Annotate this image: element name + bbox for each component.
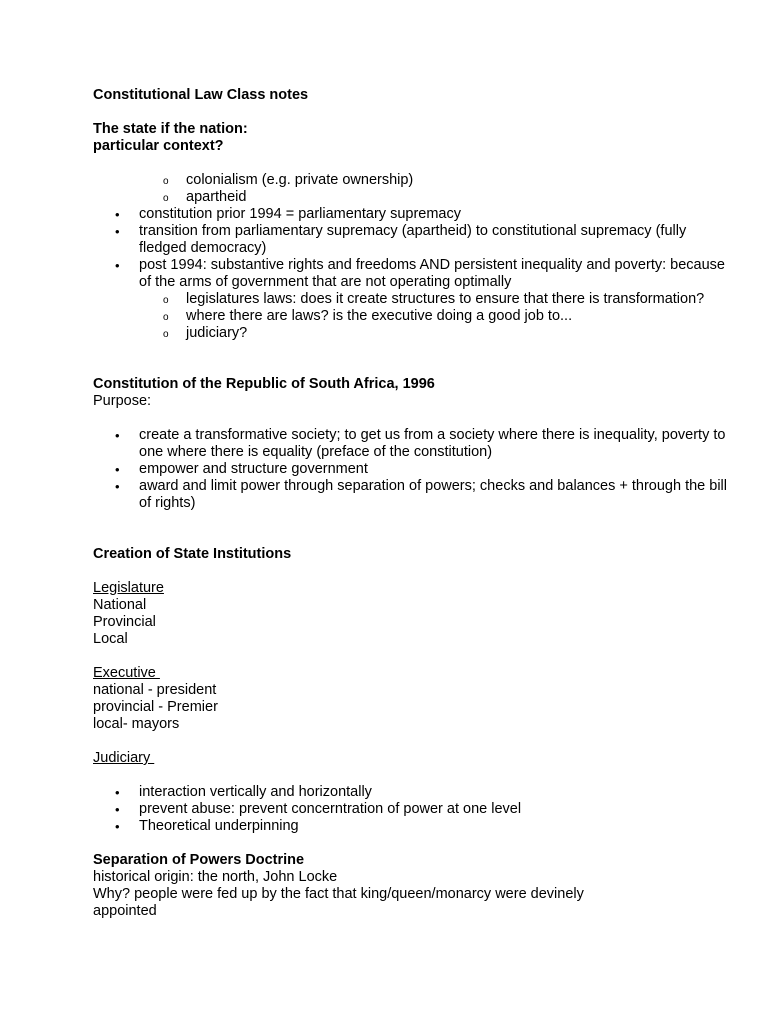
bullet-list (93, 784, 733, 835)
body-line: Why? people were fed up by the fact that king/queen/monarcy were devinely appointed (93, 886, 584, 919)
legislature-item: Provincial (93, 614, 156, 630)
legislature-label: Legislature (93, 580, 164, 596)
judiciary-label: Judiciary (93, 750, 155, 766)
bullet-item: • interaction vertically and horizontally (93, 784, 733, 801)
document-title: Constitutional Law Class notes (93, 87, 309, 103)
sub-list-item: o colonialism (e.g. private ownership) (93, 172, 733, 189)
body-line: historical origin: the north, John Locke (93, 869, 338, 885)
bullet-item: • transition from parliamentary supremacy (apartheid) to constitutional supremacy (fully fledged democracy) (93, 223, 733, 257)
document-page (93, 87, 733, 920)
section-heading: The state if the nation: (93, 121, 248, 137)
bullet-item: • create a transformative society; to get us from a society where there is inequality, poverty to one where there is equality (preface of the constitution) (93, 427, 733, 461)
sub-list (93, 172, 733, 206)
section-heading: Creation of State Institutions (93, 546, 292, 562)
sub-list-item: o legislatures laws: does it create structures to ensure that there is transformation? (93, 291, 733, 308)
bullet-list (93, 206, 733, 291)
sub-list-item: o apartheid (93, 189, 733, 206)
bullet-item: • prevent abuse: prevent concerntration of power at one level (93, 801, 733, 818)
bullet-list (93, 427, 733, 512)
bullet-item: • post 1994: substantive rights and freedoms AND persistent inequality and poverty: because of the arms of government that are not operating optimally (93, 257, 733, 291)
executive-label: Executive (93, 665, 160, 681)
sub-list (93, 291, 733, 342)
legislature-item: Local (93, 631, 128, 647)
sub-list-item: o judiciary? (93, 325, 733, 342)
bullet-item: • award and limit power through separation of powers; checks and balances + through the bill of rights) (93, 478, 733, 512)
bullet-item: • Theoretical underpinning (93, 818, 733, 835)
executive-item: local- mayors (93, 716, 180, 732)
section-heading-cont: particular context? (93, 138, 224, 154)
sub-list-item: o where there are laws? is the executive doing a good job to... (93, 308, 733, 325)
bullet-item: • constitution prior 1994 = parliamentary supremacy (93, 206, 733, 223)
bullet-item: • empower and structure government (93, 461, 733, 478)
executive-item: provincial - Premier (93, 699, 218, 715)
executive-item: national - president (93, 682, 217, 698)
section-heading: Constitution of the Republic of South Africa, 1996 (93, 376, 435, 392)
legislature-item: National (93, 597, 147, 613)
purpose-label: Purpose: (93, 393, 152, 409)
section-heading: Separation of Powers Doctrine (93, 852, 305, 868)
